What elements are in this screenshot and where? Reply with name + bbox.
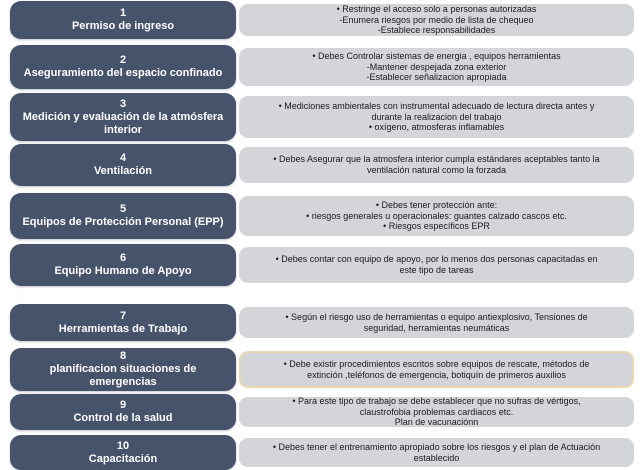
checklist-row-3 — [10, 93, 634, 141]
detail-line: • Debes Controlar sistemas de energia , equipos herramientas — [312, 50, 561, 61]
step-number: 9 — [119, 399, 127, 411]
step-details-box-2 — [239, 48, 634, 86]
step-box-3 — [10, 93, 236, 141]
detail-line: • Debes contar con equipo de apoyo, por lo menos dos personas capacitadas en — [275, 254, 598, 265]
detail-line: • Restringe el acceso solo a personas autorizadas — [336, 3, 537, 14]
detail-line: • riesgos generales u operacionales: guantes calzado cascos etc. — [306, 210, 567, 221]
step-number: 8 — [119, 350, 127, 362]
checklist-row-6 — [10, 244, 634, 286]
step-title: Equipos de Protección Personal (EPP) — [22, 216, 224, 228]
detail-line: -Establecer señalizacion apropiada — [366, 72, 507, 83]
checklist-row-1 — [10, 1, 634, 39]
step-number: 4 — [119, 152, 127, 164]
step-number: 7 — [119, 309, 127, 322]
detail-line: • Debe existir procedimientos escritos sobre equipos de rescate, métodos de — [283, 358, 590, 369]
detail-line: • oxígeno, atmosferas inflamables — [368, 122, 505, 133]
step-title: Aseguramiento del espacio confinado — [23, 67, 223, 79]
step-box-7 — [10, 304, 236, 341]
checklist-row-5 — [10, 193, 634, 239]
checklist-row-10 — [10, 435, 634, 470]
detail-line: • Para este tipo de trabajo se debe establecer que no sufras de vértigos, — [292, 395, 581, 406]
detail-line: • Debes tener el entrenamiento apropiado sobre los riesgos y el plan de Actuación — [272, 441, 601, 452]
detail-line: durante la realizacion del trabajo — [371, 111, 502, 122]
step-box-2 — [10, 45, 236, 89]
detail-line: ventilación natural como la forzada — [366, 165, 507, 175]
step-details-box-9 — [239, 397, 634, 427]
detail-line: establecido — [413, 452, 460, 463]
step-box-1 — [10, 1, 236, 39]
step-title: Permiso de ingreso — [71, 20, 175, 32]
step-number: 10 — [116, 439, 130, 452]
detail-line: • Mediciones ambientales con instrumental adecuado de lectura directa antes y — [278, 100, 595, 111]
detail-line: -Enumera riesgos por medio de lista de chequeo — [339, 14, 534, 25]
detail-line: Plan de vacunaciónn — [394, 417, 479, 428]
step-box-6 — [10, 244, 236, 286]
checklist-row-4 — [10, 144, 634, 186]
step-box-4 — [10, 144, 236, 186]
step-details-box-1 — [239, 4, 634, 36]
detail-line: • Según el riesgo uso de herramientas o equipo antiexplosivo, Tensiones de — [285, 311, 588, 322]
step-title: Capacitación — [88, 452, 158, 465]
step-title: Ventilación — [93, 165, 153, 177]
detail-line: • Debes Asegurar que la atmosfera interior cumpla estándares aceptables tanto la — [273, 154, 600, 165]
step-number: 6 — [119, 252, 127, 264]
step-details-box-6 — [239, 247, 634, 283]
detail-line: • Debes tener protección ante: — [375, 199, 498, 210]
step-details-box-3 — [239, 96, 634, 138]
step-details-box-10 — [239, 438, 634, 467]
step-list — [10, 1, 634, 470]
checklist-row-8 — [10, 348, 634, 391]
step-details-box-5 — [239, 196, 634, 236]
detail-line: • Riesgos específicos EPR — [383, 221, 490, 232]
detail-line: -Mantener despejada zona exterior — [366, 61, 507, 72]
step-title: Control de la salud — [73, 412, 173, 424]
step-box-9 — [10, 394, 236, 430]
step-details-box-7 — [239, 307, 634, 338]
detail-line: extinción ,teléfonos de emergencia, botiquín de primeros auxilios — [307, 369, 566, 380]
step-title: Medición y evaluación de la atmósfera interior — [22, 110, 224, 136]
step-title: Equipo Humano de Apoyo — [54, 265, 192, 277]
detail-line: claustrofobia problemas cardiacos etc. — [359, 406, 514, 417]
step-box-10 — [10, 435, 236, 470]
step-number: 5 — [119, 203, 127, 215]
checklist-row-2 — [10, 45, 634, 89]
step-box-5 — [10, 193, 236, 239]
step-details-box-4 — [239, 147, 634, 183]
step-title: Herramientas de Trabajo — [58, 322, 188, 335]
step-box-8 — [10, 348, 236, 391]
step-number: 3 — [119, 97, 127, 110]
checklist-row-9 — [10, 394, 634, 430]
detail-line: -Establece responsabilidades — [377, 25, 496, 36]
step-details-box-8 — [239, 351, 634, 388]
detail-line: seguridad, herramientas neumáticas — [363, 322, 510, 333]
checklist-row-7 — [10, 304, 634, 341]
step-number: 1 — [119, 7, 127, 19]
detail-line: este tipo de tareas — [399, 265, 474, 275]
step-title: planificacion situaciones de emergencias — [49, 363, 197, 388]
step-number: 2 — [119, 54, 127, 66]
